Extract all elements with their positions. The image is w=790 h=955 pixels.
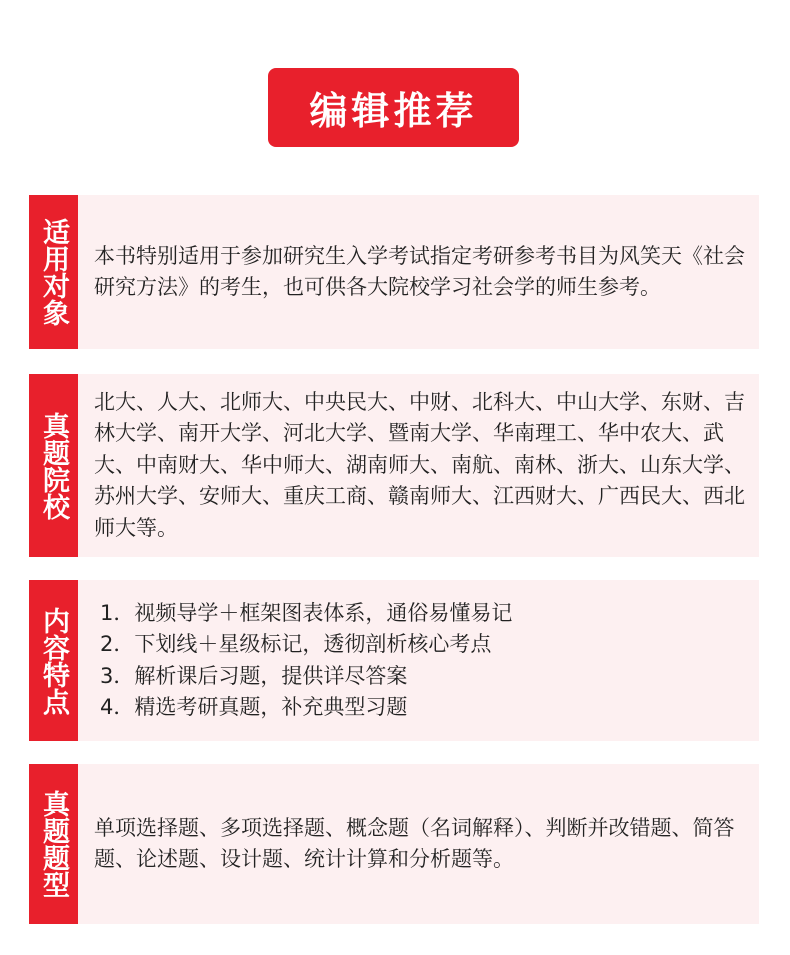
section-label: 真题院校 xyxy=(29,374,78,557)
section-content-features xyxy=(29,580,759,741)
section-content xyxy=(78,764,759,924)
feature-item: 2．下划线＋星级标记，透彻剖析核心考点 xyxy=(100,632,492,656)
section-label: 内容特点 xyxy=(29,580,78,741)
feature-item: 4．精选考研真题，补充典型习题 xyxy=(100,695,408,719)
section-target-readers xyxy=(29,195,759,349)
section-content xyxy=(78,195,759,349)
universities-text: 北大、人大、北师大、中央民大、中财、北科大、中山大学、东财、吉林大学、南开大学、河北大学、暨南大学、华南理工、华中农大、武大、中南财大、华中师大、湖南师大、南航、南林、浙大、山东大学、苏州大学、安师大、重庆工商、赣南师大、江西财大、广西民大、西北师大等。 xyxy=(94,389,745,540)
feature-item: 1．视频导学＋框架图表体系，通俗易懂易记 xyxy=(100,600,513,625)
editor-recommendation-banner: 编辑推荐 xyxy=(268,68,519,147)
section-label: 真题题型 xyxy=(29,764,78,924)
target-readers-text: 本书特别适用于参加研究生入学考试指定考研参考书目为风笑天《社会研究方法》的考生，也可供各大院校学习社会学的师生参考。 xyxy=(94,243,745,299)
feature-item: 3．解析课后习题，提供详尽答案 xyxy=(100,663,408,688)
section-content xyxy=(78,374,759,557)
section-question-types xyxy=(29,764,759,924)
section-exam-universities xyxy=(29,374,759,557)
section-content xyxy=(78,580,759,741)
question-types-text: 单项选择题、多项选择题、概念题（名词解释）、判断并改错题、简答题、论述题、设计题、统计计算和分析题等。 xyxy=(94,815,735,871)
section-label: 适用对象 xyxy=(29,195,78,349)
